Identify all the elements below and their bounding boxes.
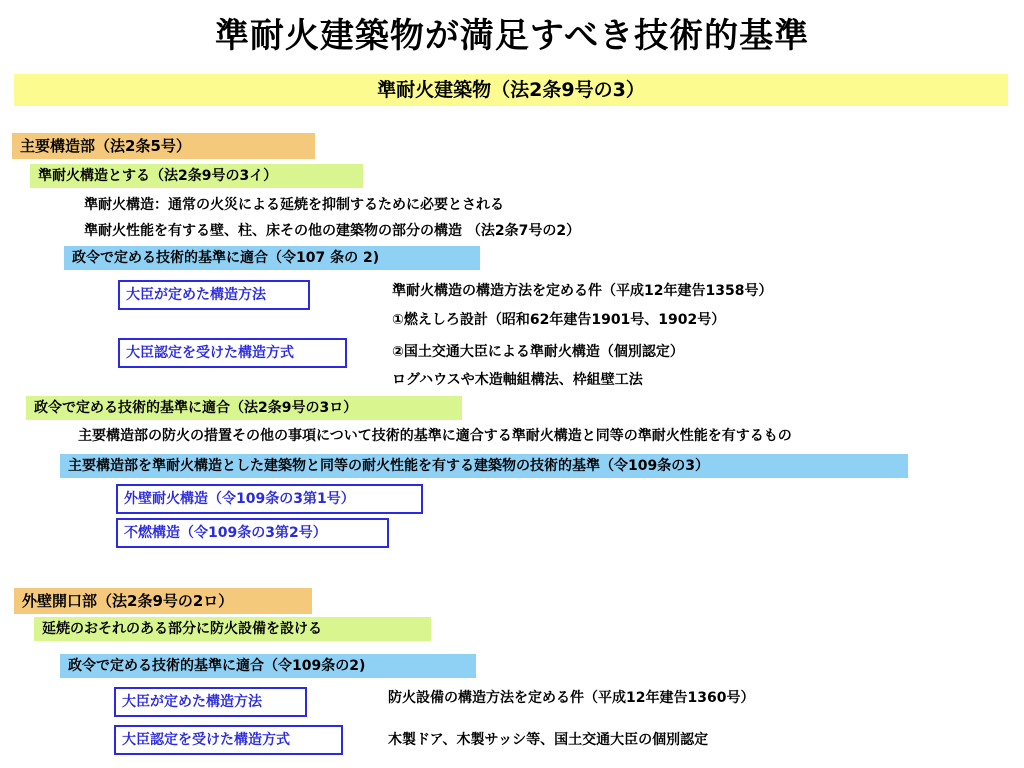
ordinance-109-2-label: 政令で定める技術的基準に適合（令109条の2) (60, 654, 476, 678)
minister-certification-box-2: 大臣認定を受けた構造方式 (114, 725, 343, 755)
exterior-wall-fireproof-box: 外壁耐火構造（令109条の3第1号） (116, 484, 423, 514)
definition-line-1: 準耐火構造：通常の火災による延焼を抑制するために必要とされる (84, 197, 504, 213)
noncombustible-structure-box: 不燃構造（令109条の3第2号） (116, 518, 389, 548)
notice-1360-text: 防火設備の構造方法を定める件（平成12年建告1360号） (388, 690, 755, 706)
ordinance-109-3-label: 主要構造部を準耐火構造とした建築物と同等の耐火性能を有する建築物の技術的基準（令109条の3） (60, 454, 908, 478)
wooden-door-sash-text: 木製ドア、木製サッシ等、国土交通大臣の個別認定 (388, 732, 709, 748)
page-title: 準耐火建築物が満足すべき技術的基準 (214, 16, 810, 56)
individual-certification-text: ②国土交通大臣による準耐火構造（個別認定） (392, 344, 684, 360)
ordinance-107-2-label: 政令で定める技術的基準に適合（令107 条の 2) (64, 246, 480, 270)
equivalent-performance-text: 主要構造部の防火の措置その他の事項について技術的基準に適合する準耐火構造と同等の準耐火性能を有するもの (78, 428, 792, 444)
notice-1358-text: 準耐火構造の構造方法を定める件（平成12年建告1358号） (392, 283, 773, 299)
section-exterior-openings-header: 外壁開口部（法2条9号の2ロ） (14, 588, 312, 614)
definition-line-2: 準耐火性能を有する壁、柱、床その他の建築物の部分の構造 （法2条7号の2） (84, 223, 581, 239)
minister-certification-box: 大臣認定を受けた構造方式 (118, 338, 347, 368)
minister-method-box: 大臣が定めた構造方法 (118, 280, 310, 310)
minister-method-box-2: 大臣が定めた構造方法 (114, 687, 307, 717)
banner-quasi-fireproof-building: 準耐火建築物（法2条9号の3） (14, 74, 1008, 106)
section-main-structure-header: 主要構造部（法2条5号） (12, 133, 315, 159)
quasi-fireproof-structure-label: 準耐火構造とする（法2条9号の3イ） (30, 164, 363, 188)
fire-equipment-label: 延焼のおそれのある部分に防火設備を設ける (34, 617, 431, 641)
ordinance-2-9-3-ro-label: 政令で定める技術的基準に適合（法2条9号の3ロ） (26, 396, 462, 420)
construction-methods-text: ログハウスや木造軸組構法、枠組壁工法 (392, 372, 643, 388)
charring-design-text: ①燃えしろ設計（昭和62年建告1901号、1902号） (392, 312, 726, 328)
